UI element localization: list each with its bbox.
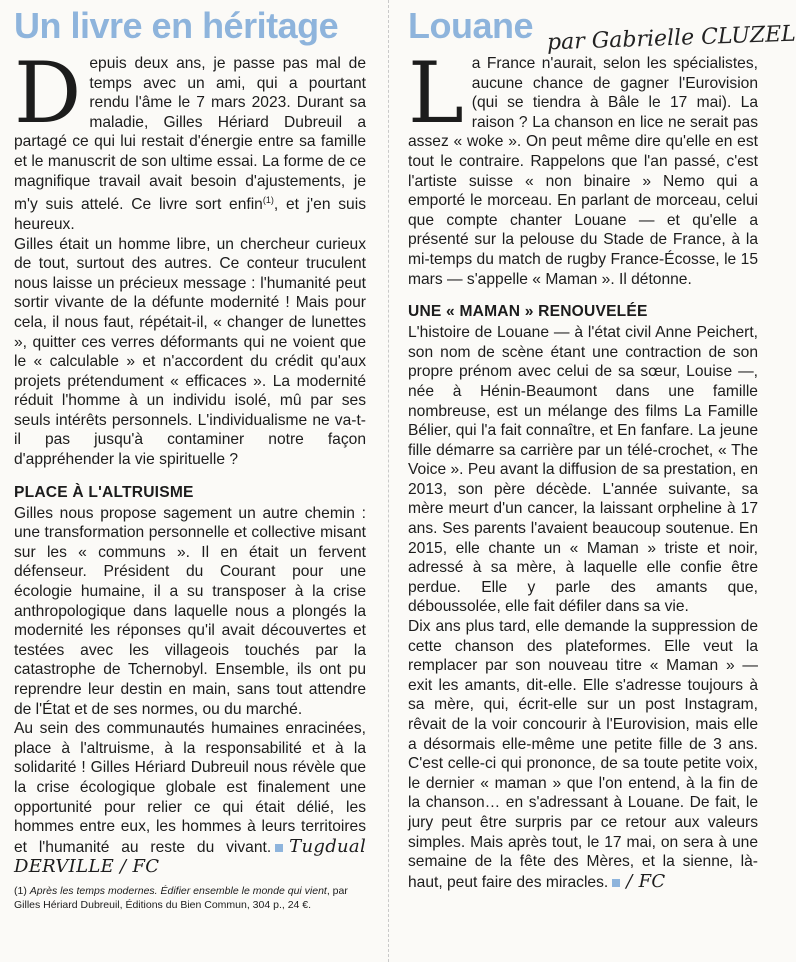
end-mark-icon xyxy=(612,879,620,887)
article-title: Louane xyxy=(408,5,534,46)
dropcap: L xyxy=(408,44,464,142)
paragraph-3: Dix ans plus tard, elle demande la suppression de cette chanson des plateformes. Elle veut la remplacer par son nouveau titre « Maman » — exit les amants, dit-elle. Elle s'adresse toujours à sa mère, qui, écrit-elle sur un post Instagram, rêvait de la voir concourir à l'Eurovision, mais elle a désormais elle-même une petite fille de 3 ans. C'est celle-ci qui prononce, de sa toute petite voix, le dernier « maman » que l'on entend, à la fin de la chanson… en s'adressant à Louane. De fait, le jury peut être surpris par ce retour aux valeurs simples. Mais après tout, le 17 mai, on sera à une semaine de la fête des Mères, et la sienne, là-haut, peut faire des miracles. / FC xyxy=(408,618,758,892)
article-left xyxy=(14,0,366,912)
subhead: UNE « MAMAN » RENOUVELÉE xyxy=(408,303,648,321)
paragraph-1: La France n'aurait, selon les spécialistes, aucune chance de gagner l'Eurovision (qui se tiendra à Bâle le 17 mai). La raison ? La chanson en lice ne serait pas assez « woke ». On peut même dire qu'elle en est tout le contraire. Rappelons que l'an passé, c'est l'artiste suisse « non binaire » Nemo qui a emporté le morceau. En parlant de morceau, celui que compte chanter Louane — et qu'elle a présenté sur la pelouse du Stade de France, à la mi-temps du match de rugby France-Écosse, le 15 mars — s'appelle « Maman ». Il détonne. xyxy=(408,44,758,288)
paragraph-2: Gilles était un homme libre, un chercheur curieux de tout, surtout des autres. Ce conteur truculent nous laisse un précieux message : l'humanité peut sortir vivante de la défunte modernité ! Mais pour cela, il nous faut, répétait-il, « changer de lunettes », quitter ces verres déformants qui ne voient que le « calculable » et n'accordent du crédit qu'aux projets prétendument « efficaces ». La modernité réduit l'homme à un individu isolé, mû par ses seuls intérêts personnels. L'individualisme ne va-t-il pas jusqu'à contaminer notre façon d'appréhender la vie spirituelle ? xyxy=(14,235,366,469)
article-right xyxy=(408,0,796,892)
dropcap: D xyxy=(14,44,82,142)
article-title: Un livre en héritage xyxy=(14,5,339,46)
paragraph-3: Gilles nous propose sagement un autre chemin : une transformation personnelle et collective misant sur les « communs ». Il en était un fervent défenseur. Président du Courant pour une écologie humaine, il a su transposer à la crise anthropologique dans laquelle nous a plongés la modernité les réponses qu'il avait découvertes et testées avec les villageois touchés par la catastrophe de Tchernobyl. Ensemble, ils ont pu reprendre leur destin en main, sans tout attendre de l'État et de ses normes, ou du marché. xyxy=(14,504,366,718)
footnote: (1) Après les temps modernes. Édifier ensemble le monde qui vient, par Gilles Hériard Dubreuil, Éditions du Bien Commun, 304 p., 24 €. xyxy=(14,884,348,911)
paragraph-2: L'histoire de Louane — à l'état civil Anne Peichert, son nom de scène étant une contraction de son propre prénom avec celui de sa sœur, Louise —, née à Hénin-Beaumont dans une famille nombreuse, est un mélange des films La Famille Bélier, qui l'a fait connaître, et En fanfare. La jeune fille démarre sa carrière par un télé-crochet, « The Voice ». Peu avant la diffusion de sa prestation, en 2013, son père décède. L'année suivante, sa mère meurt d'un cancer, la laissant orpheline à 17 ans. Ses parents l'avaient beaucoup soutenue. En 2015, elle chante un « Maman » triste et noir, adressé à sa mère, à laquelle elle confie être perdue. Elle y parle des amants que, déboussolée, elle fait défiler dans sa vie. xyxy=(408,324,758,616)
title-row xyxy=(408,0,796,56)
end-mark-icon xyxy=(275,844,283,852)
footnote-ref: (1) xyxy=(262,195,274,206)
subhead: PLACE À L'ALTRUISME xyxy=(14,483,194,501)
paragraph-1: Depuis deux ans, je passe pas mal de temps avec un ami, qui a pourtant rendu l'âme le 7 mars 2023. Durant sa maladie, Gilles Hériard Dubreuil a partagé ce qui lui restait d'énergie entre sa famille et le manuscrit de son ultime essai. La forme de ce magnifique travail avait besoin d'ajustements, je m'y suis attelé. Ce livre sort enfin$^{(1)}$, et j'en suis heureux. xyxy=(14,44,366,233)
author-signature: Tugdual DERVILLE / FC xyxy=(14,835,366,878)
paragraph-4: Au sein des communautés humaines enracinées, place à l'altruisme, à la responsabilité et à la solidarité ! Gilles Hériard Dubreuil nous révèle que la crise écologique globale est finalement une opportunité pour relier ce qui était délié, les hommes entre eux, les hommes à leurs territoires et l'humanité au reste du vivant. Tugdual DERVILLE / FC xyxy=(14,720,366,878)
byline: par Gabrielle CLUZEL xyxy=(546,21,796,56)
column-divider xyxy=(388,0,389,962)
author-signature: / FC xyxy=(626,870,666,892)
